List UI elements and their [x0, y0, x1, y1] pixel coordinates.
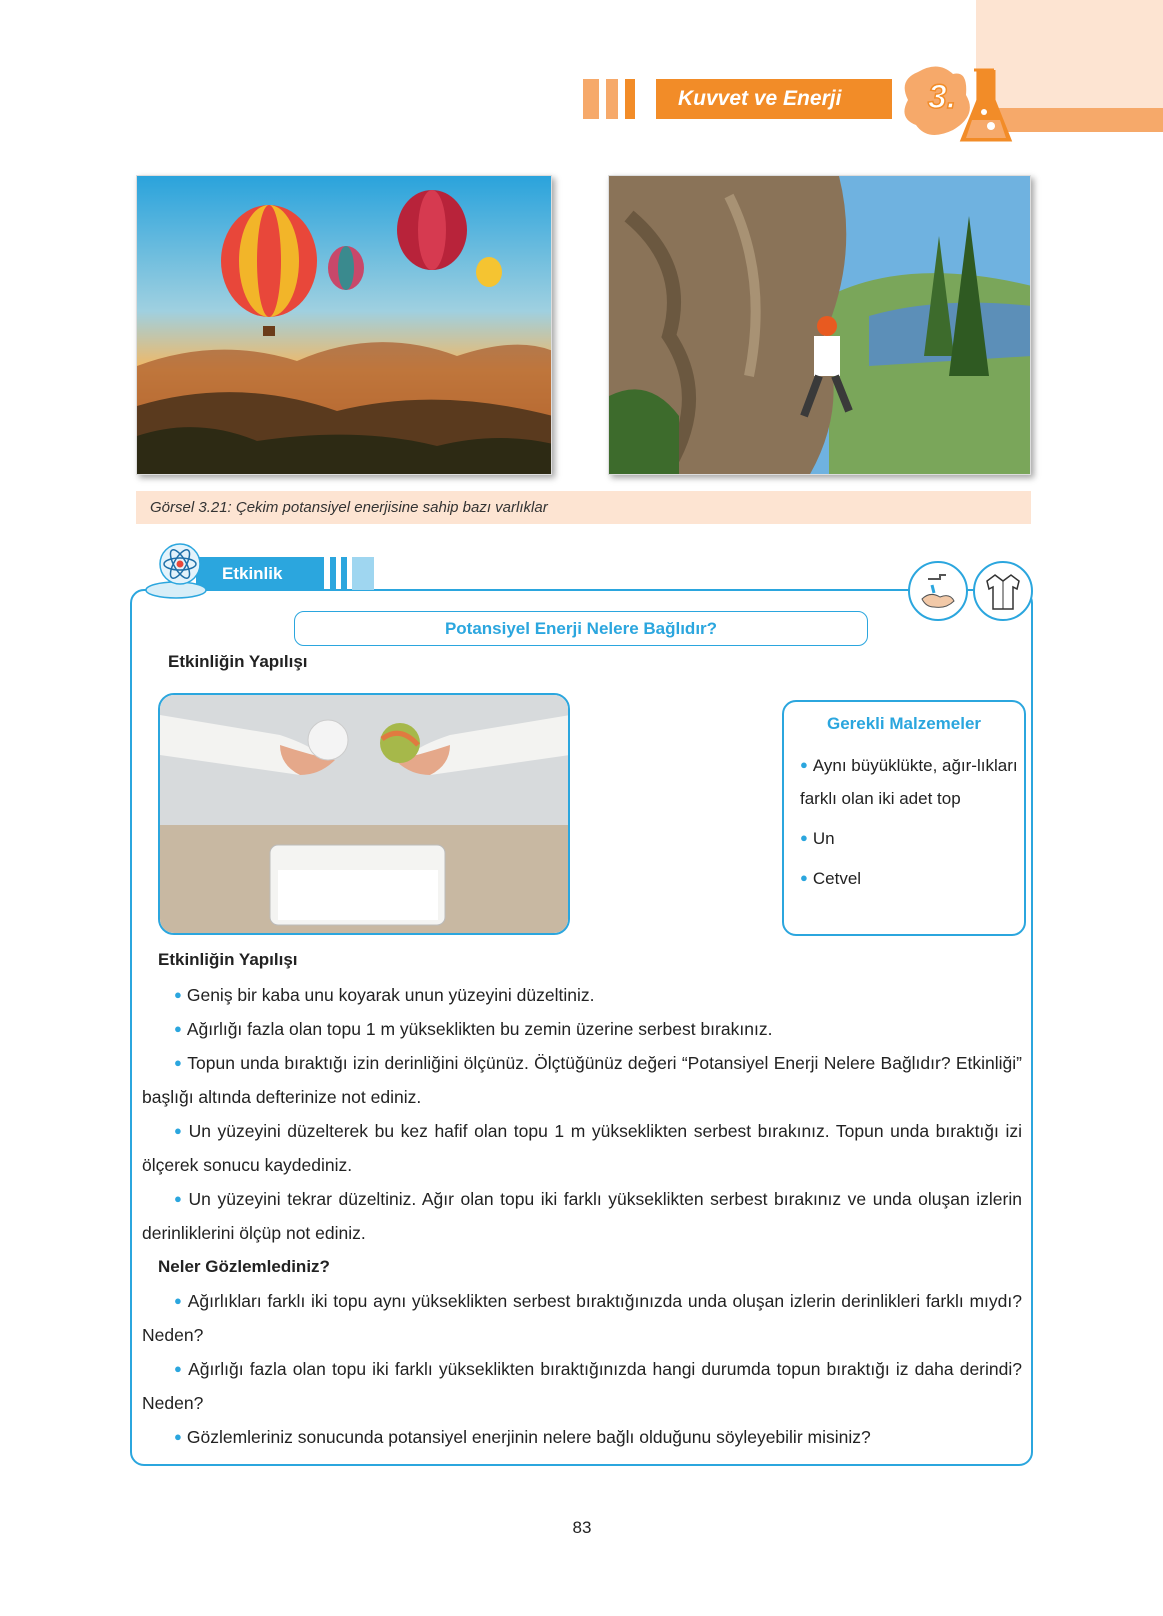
tab-stripe	[341, 557, 347, 590]
subheading-procedure-top: Etkinliğin Yapılışı	[168, 652, 308, 671]
header-stripe	[583, 79, 599, 119]
bullet-icon: ●	[800, 870, 808, 885]
question: ● Ağırlığı fazla olan topu iki farklı yükseklikten bıraktığınızda hangi durumda topun bıraktığı iz daha derindi? Neden?	[142, 1359, 1022, 1413]
header-stripe	[606, 79, 618, 119]
subheading-procedure: Etkinliğin Yapılışı	[158, 950, 298, 969]
bullet-icon: ●	[800, 757, 808, 772]
bullet-icon: ●	[174, 1293, 183, 1308]
procedure-step: ● Topun unda bıraktığı izin derinliğini ölçünüz. Ölçtüğünüz değeri “Potansiyel Enerji Nelere Bağlıdır? Etkinliği” başlığı altında defterinize not ediniz.	[142, 1053, 1022, 1107]
bullet-icon: ●	[174, 1123, 184, 1138]
question: ● Gözlemleriniz sonucunda potansiyel enerjinin nelere bağlı olduğunu söyleyebilir misiniz?	[174, 1427, 871, 1447]
materials-item: ● Aynı büyüklükte, ağır-lıkları farklı olan iki adet top	[800, 756, 1018, 808]
materials-box	[782, 700, 1026, 936]
procedure-step: ● Un yüzeyini tekrar düzeltiniz. Ağır olan topu iki farklı yükseklikten serbest bırakınız ve unda oluşan izlerin derinliklerini ölçüp not ediniz.	[142, 1189, 1022, 1243]
hand-wash-icon	[908, 561, 968, 621]
unit-title: Kuvvet ve Enerji	[656, 79, 892, 119]
climber-photo	[608, 175, 1031, 475]
materials-item: ● Un	[800, 829, 835, 848]
hot-air-balloons-photo	[136, 175, 552, 475]
two-balls-photo	[158, 693, 570, 935]
activity-tab: Etkinlik	[196, 557, 324, 590]
procedure-step: ● Un yüzeyini düzelterek bu kez hafif olan topu 1 m yükseklikten serbest bırakınız. Topun unda bıraktığı izi ölçerek sonucu kaydediniz.	[142, 1121, 1022, 1175]
chapter-number: 3.	[927, 78, 957, 116]
procedure-step: ● Geniş bir kaba unu koyarak unun yüzeyini düzeltiniz.	[174, 985, 595, 1005]
bullet-icon: ●	[174, 1055, 183, 1070]
bullet-icon: ●	[174, 1361, 184, 1376]
tab-stripe	[352, 557, 374, 590]
question: ● Ağırlıkları farklı iki topu aynı yükseklikten serbest bıraktığınızda unda oluşan izlerin derinlikleri farklı mıydı? Neden?	[142, 1291, 1022, 1345]
bullet-icon: ●	[174, 987, 182, 1002]
header-stripe	[625, 79, 635, 119]
materials-item: ● Cetvel	[800, 869, 862, 888]
atom-book-icon	[140, 540, 212, 602]
subheading-observations: Neler Gözlemlediniz?	[158, 1257, 330, 1276]
activity-title: Potansiyel Enerji Nelere Bağlıdır?	[294, 611, 868, 646]
bullet-icon: ●	[174, 1191, 184, 1206]
bullet-icon: ●	[174, 1429, 182, 1444]
materials-list	[800, 748, 1018, 901]
materials-title: Gerekli Malzemeler	[826, 714, 982, 733]
page-number: 83	[572, 1518, 592, 1537]
lab-coat-icon	[973, 561, 1033, 621]
bullet-icon: ●	[800, 830, 808, 845]
figure-caption: Görsel 3.21: Çekim potansiyel enerjisine sahip bazı varlıklar	[136, 491, 1031, 524]
tab-stripe	[330, 557, 336, 590]
procedure-step: ● Ağırlığı fazla olan topu 1 m yükseklikten bu zemin üzerine serbest bırakınız.	[174, 1019, 773, 1039]
bullet-icon: ●	[174, 1021, 182, 1036]
